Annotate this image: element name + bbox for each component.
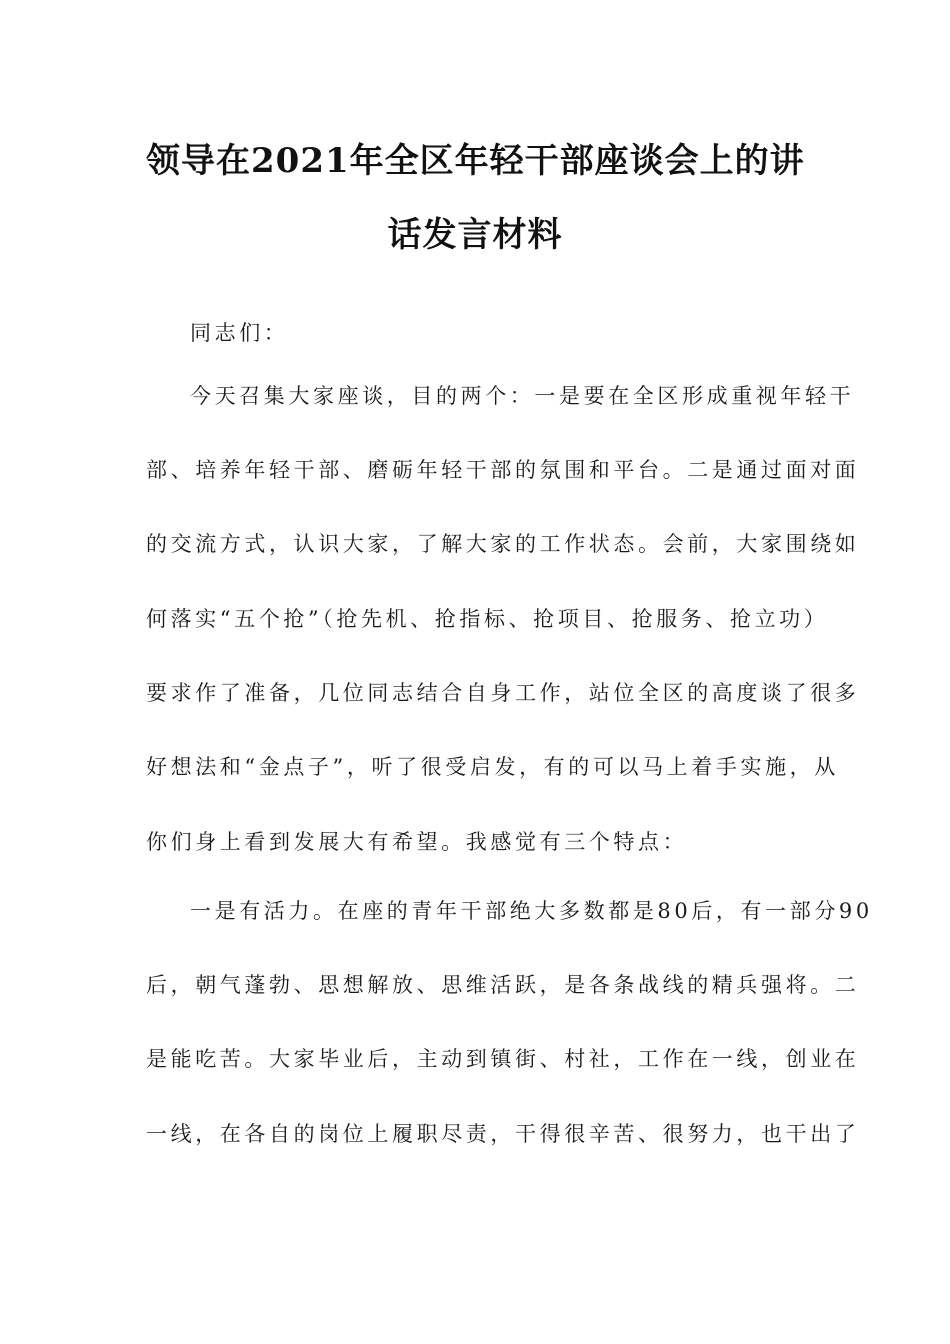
- paragraph-line: 的交流方式，认识大家，了解大家的工作状态。会前，大家围绕如: [146, 532, 860, 556]
- salutation: 同志们：: [190, 321, 289, 345]
- paragraph-line: 后，朝气蓬勃、思想解放、思维活跃，是各条战线的精兵强将。二: [146, 973, 860, 997]
- paragraph-line: 一线，在各自的岗位上履职尽责，干得很辛苦、很努力，也干出了: [146, 1122, 860, 1146]
- paragraph-line: 一是有活力。在座的青年干部绝大多数都是80后，有一部分90: [190, 899, 873, 923]
- paragraph-line: 你们身上看到发展大有希望。我感觉有三个特点：: [146, 830, 688, 854]
- paragraph-line: 今天召集大家座谈，目的两个：一是要在全区形成重视年轻干: [190, 384, 855, 408]
- document-title-line-2: 话发言材料: [387, 215, 563, 255]
- document-title-line-1: 领导在2021年全区年轻干部座谈会上的讲: [146, 141, 805, 181]
- paragraph-line: 何落实“五个抢”（抢先机、抢指标、抢项目、抢服务、抢立功）: [146, 607, 829, 631]
- paragraph-line: 部、培养年轻干部、磨砺年轻干部的氛围和平台。二是通过面对面: [146, 458, 860, 482]
- paragraph-line: 要求作了准备，几位同志结合自身工作，站位全区的高度谈了很多: [146, 681, 860, 705]
- paragraph-line: 好想法和“金点子”，听了很受启发，有的可以马上着手实施，从: [146, 755, 839, 779]
- paragraph-line: 是能吃苦。大家毕业后，主动到镇街、村社，工作在一线，创业在: [146, 1047, 860, 1071]
